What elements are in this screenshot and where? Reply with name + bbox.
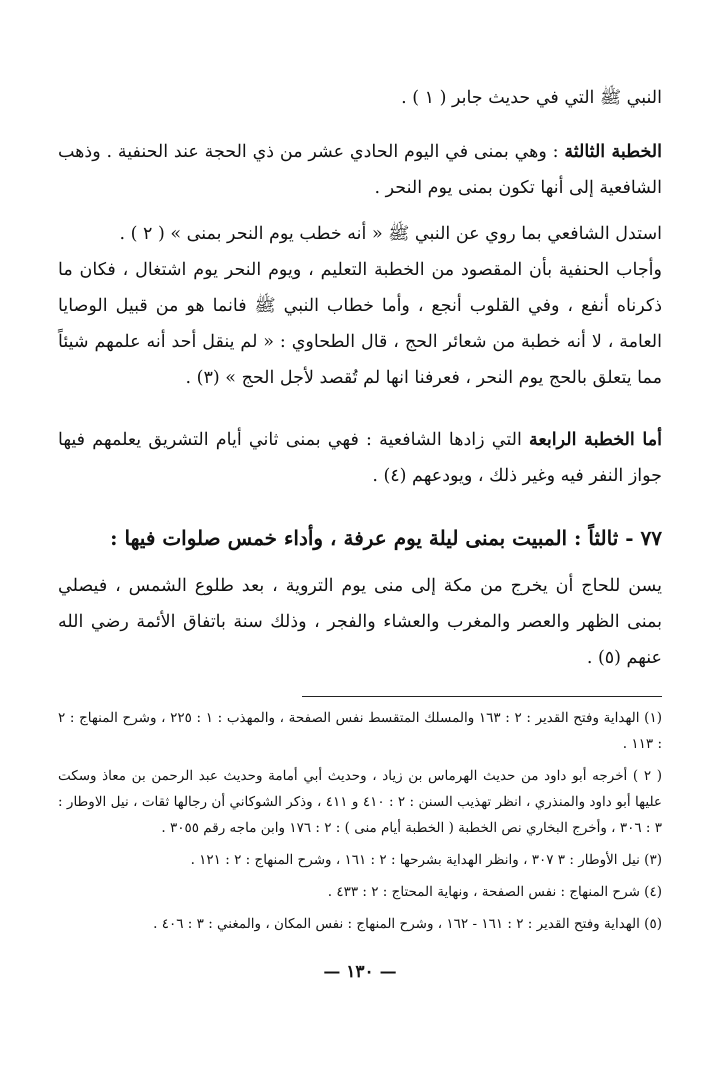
main-text [58, 80, 662, 676]
footnote-1: (١) الهداية وفتح القدير : ٢ : ١٦٣ والمسلك المتقسط نفس الصفحة ، والمهذب : ١ : ٢٢٥ ، وشرح المنهاج : ٢ : ١١٣ . [58, 710, 662, 752]
footnote-5: (٥) الهداية وفتح القدير : ٢ : ١٦١ - ١٦٢ ، وشرح المنهاج : نفس المكان ، والمغني : ٣ : ٤٠٦ . [153, 916, 662, 932]
third-sermon-text: : وهي بمنى في اليوم الحادي عشر من ذي الحجة عند الحنفية . وذهب الشافعية إلى أنها تكون بمنى يوم النحر . [58, 142, 662, 198]
third-sermon-label: الخطبة الثالثة [564, 142, 662, 162]
third-sermon-paragraph [58, 134, 662, 206]
section-heading: ٧٧ - ثالثاً : المبيت بمنى ليلة يوم عرفة ، وأداء خمس صلوات فيها : [110, 526, 662, 550]
shafii-evidence: استدل الشافعي بما روي عن النبي ﷺ « أنه خطب يوم النحر بمنى » ( ٢ ) . [119, 224, 662, 244]
footnote-divider [302, 696, 662, 697]
section-text: يسن للحاج أن يخرج من مكة إلى منى يوم التروية ، بعد طلوع الشمس ، فيصلي بمنى الظهر والعصر والمغرب والعشاء والفجر ، وذلك سنة باتفاق الأئمة رضي الله عنهم (٥) . [58, 576, 662, 668]
footnote-4: (٤) شرح المنهاج : نفس الصفحة ، ونهاية المحتاج : ٢ : ٤٣٣ . [327, 884, 662, 900]
hanafi-reply: وأجاب الحنفية بأن المقصود من الخطبة التعليم ، ويوم النحر يوم اشتغال ، فكان ما ذكرناه أنفع ، وفي القلوب أنجع ، وأما خطاب النبي ﷺ فانما هو من قبيل الوصايا العامة ، لا أنه خطبة من شعائر الحج ، قال الطحاوي : « لم ينقل أحد أنه علمهم شيئاً مما يتعلق بالحج يوم النحر ، فعرفنا انها لم تُقصد لأجل الحج » (٣) . [58, 260, 662, 388]
fourth-sermon-text: التي زادها الشافعية : فهي بمنى ثاني أيام التشريق يعلمهم فيها جواز النفر فيه وغير ذلك ، ويودعهم (٤) . [58, 430, 662, 486]
page-number: — ١٣٠ — [323, 962, 397, 982]
fourth-sermon-paragraph [58, 422, 662, 494]
footnote-2: ( ٢ ) أخرجه أبو داود من حديث الهرماس بن زياد ، وحديث أبي أمامة وحديث عبد الرحمن بن معاذ وسكت عليها أبو داود والمنذري ، انظر تهذيب السنن : ٢ : ٤١٠ و ٤١١ ، وذكر الشوكاني أن رجالها ثقات ، نيل الاوطار : ٣ : ٣٠٦ ، وأخرج البخاري نص الخطبة ( الخطبة أيام منى ) : ٢ : ١٧٦ وابن ماجه رقم ٣٠٥٥ . [58, 768, 663, 836]
footnotes [58, 705, 662, 937]
intro-line: النبي ﷺ التي في حديث جابر ( ١ ) . [401, 88, 662, 108]
fourth-sermon-label: أما الخطبة الرابعة [529, 430, 662, 450]
footnote-3: (٣) نيل الأوطار : ٣ ٣٠٧ ، وانظر الهداية بشرحها : ٢ : ١٦١ ، وشرح المنهاج : ٢ : ١٢١ . [190, 852, 662, 868]
